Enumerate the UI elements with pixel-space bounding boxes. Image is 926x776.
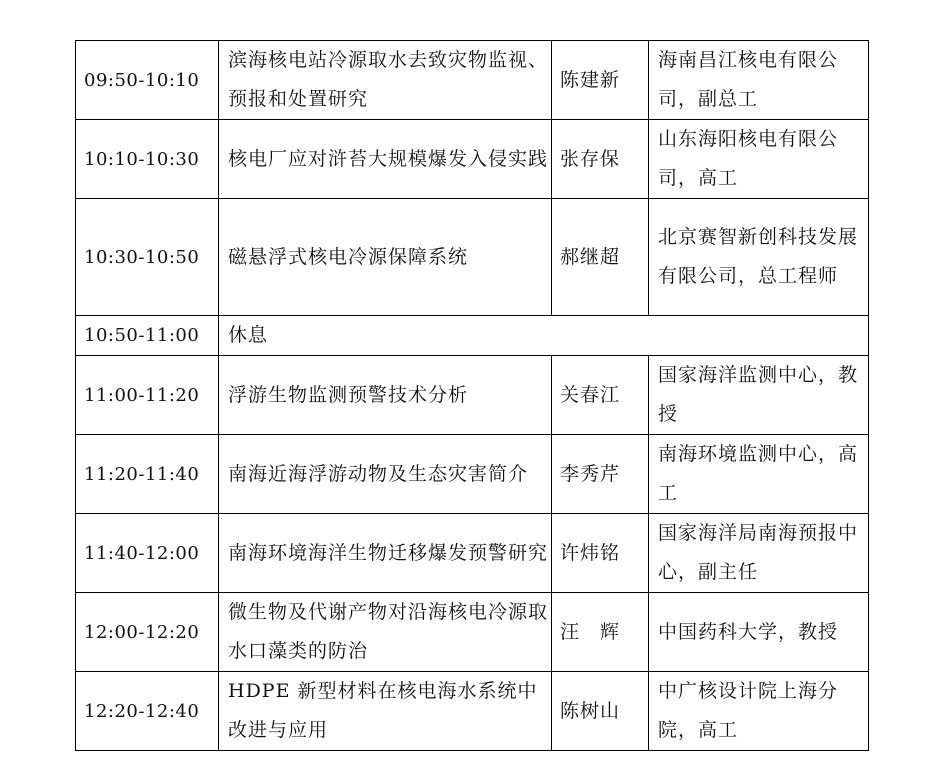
table-row-break [76,316,869,356]
topic-cell: 核电厂应对浒苔大规模爆发入侵实践 [219,120,552,199]
affiliation-cell: 海南昌江核电有限公司，副总工 [649,41,869,120]
speaker-cell: 郝继超 [552,199,649,316]
time-cell: 11:20-11:40 [76,435,219,514]
table-row [76,120,869,199]
schedule-table [75,40,869,751]
speaker-cell: 张存保 [552,120,649,199]
table-row [76,514,869,593]
topic-cell: 微生物及代谢产物对沿海核电冷源取水口藻类的防治 [219,593,552,672]
speaker-cell: 汪 辉 [552,593,649,672]
break-cell: 休息 [219,316,869,356]
topic-cell: 滨海核电站冷源取水去致灾物监视、预报和处置研究 [219,41,552,120]
table-row [76,356,869,435]
speaker-cell: 陈树山 [552,672,649,751]
speaker-cell: 陈建新 [552,41,649,120]
affiliation-cell: 国家海洋局南海预报中心，副主任 [649,514,869,593]
speaker-cell: 许炜铭 [552,514,649,593]
affiliation-cell: 北京赛智新创科技发展有限公司，总工程师 [649,199,869,316]
affiliation-cell: 国家海洋监测中心，教授 [649,356,869,435]
time-cell: 12:00-12:20 [76,593,219,672]
time-cell: 09:50-10:10 [76,41,219,120]
topic-cell: 南海近海浮游动物及生态灾害简介 [219,435,552,514]
table-row [76,593,869,672]
table-row [76,672,869,751]
topic-cell: 磁悬浮式核电冷源保障系统 [219,199,552,316]
table-row [76,41,869,120]
speaker-cell: 李秀芹 [552,435,649,514]
time-cell: 10:30-10:50 [76,199,219,316]
time-cell: 11:00-11:20 [76,356,219,435]
affiliation-cell: 中广核设计院上海分院，高工 [649,672,869,751]
speaker-cell: 关春江 [552,356,649,435]
time-cell: 10:50-11:00 [76,316,219,356]
affiliation-cell: 中国药科大学，教授 [649,593,869,672]
topic-cell: 浮游生物监测预警技术分析 [219,356,552,435]
table-row [76,435,869,514]
topic-cell: 南海环境海洋生物迁移爆发预警研究 [219,514,552,593]
affiliation-cell: 山东海阳核电有限公司，高工 [649,120,869,199]
time-cell: 10:10-10:30 [76,120,219,199]
affiliation-cell: 南海环境监测中心，高工 [649,435,869,514]
time-cell: 12:20-12:40 [76,672,219,751]
topic-cell: HDPE 新型材料在核电海水系统中改进与应用 [219,672,552,751]
table-row [76,199,869,316]
time-cell: 11:40-12:00 [76,514,219,593]
